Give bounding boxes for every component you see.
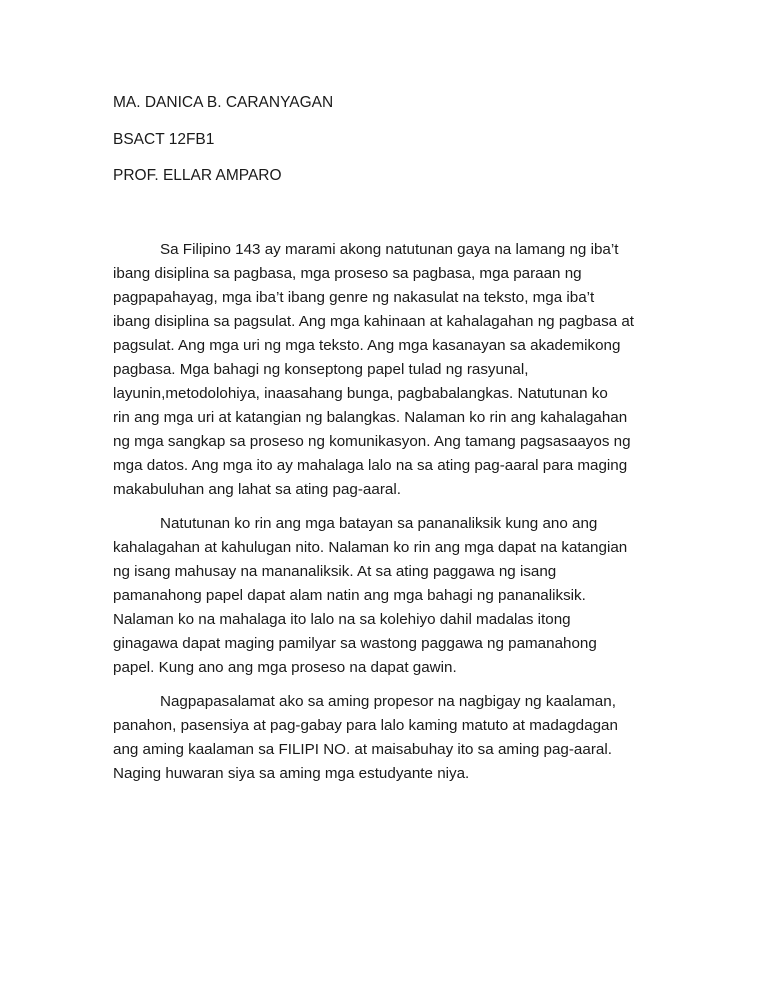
paragraph-3 bbox=[113, 690, 658, 786]
paragraph-2 bbox=[113, 512, 658, 680]
paragraph-line: ng isang mahusay na mananaliksik. At sa ating paggawa ng isang bbox=[113, 563, 557, 580]
paragraph-line: Naging huwaran siya sa aming mga estudyante niya. bbox=[113, 765, 470, 782]
paragraph-line: Nagpapasalamat ako sa aming propesor na nagbigay ng kaalaman, bbox=[160, 693, 616, 710]
paragraph-line: ng mga sangkap sa proseso ng komunikasyon. Ang tamang pagsasaayos ng bbox=[113, 433, 631, 450]
paragraph-line: ang aming kaalaman sa FILIPI NO. at maisabuhay ito sa aming pag-aaral. bbox=[113, 741, 612, 758]
paragraph-line: pagbasa. Mga bahagi ng konseptong papel tulad ng rasyunal, bbox=[113, 361, 529, 378]
paragraph-line: kahalagahan at kahulugan nito. Nalaman ko rin ang mga dapat na katangian bbox=[113, 539, 628, 556]
paragraph-line: ibang disiplina sa pagsulat. Ang mga kahinaan at kahalagahan ng pagbasa at bbox=[113, 313, 634, 330]
paragraph-line: layunin,metodolohiya, inaasahang bunga, pagbabalangkas. Natutunan ko bbox=[113, 385, 608, 402]
course-section: BSACT 12FB1 bbox=[113, 131, 215, 148]
paragraph-line: mga datos. Ang mga ito ay mahalaga lalo na sa ating pag-aaral para maging bbox=[113, 457, 628, 474]
paragraph-line: pagpapahayag, mga iba’t ibang genre ng nakasulat na teksto, mga iba’t bbox=[113, 289, 595, 306]
paragraph-line: pagsulat. Ang mga uri ng mga teksto. Ang mga kasanayan sa akademikong bbox=[113, 337, 621, 354]
paragraph-line: Natutunan ko rin ang mga batayan sa pananaliksik kung ano ang bbox=[160, 515, 598, 532]
paragraph-line: papel. Kung ano ang mga proseso na dapat gawin. bbox=[113, 659, 457, 676]
paragraph-line: Sa Filipino 143 ay marami akong natutunan gaya na lamang ng iba’t bbox=[160, 241, 619, 258]
professor-name: PROF. ELLAR AMPARO bbox=[113, 167, 282, 184]
paragraph-line: makabuluhan ang lahat sa ating pag-aaral. bbox=[113, 481, 401, 498]
essay-body bbox=[113, 238, 658, 786]
paragraph-line: Nalaman ko na mahalaga ito lalo na sa kolehiyo dahil madalas itong bbox=[113, 611, 571, 628]
paragraph-line: panahon, pasensiya at pag-gabay para lalo kaming matuto at madagdagan bbox=[113, 717, 618, 734]
paragraph-line: pamanahong papel dapat alam natin ang mga bahagi ng pananaliksik. bbox=[113, 587, 586, 604]
paragraph-line: ginagawa dapat maging pamilyar sa wastong paggawa ng pamanahong bbox=[113, 635, 597, 652]
paragraph-line: ibang disiplina sa pagbasa, mga proseso sa pagbasa, mga paraan ng bbox=[113, 265, 582, 282]
paragraph-line: rin ang mga uri at katangian ng balangkas. Nalaman ko rin ang kahalagahan bbox=[113, 409, 628, 426]
author-name: MA. DANICA B. CARANYAGAN bbox=[113, 94, 334, 111]
paragraph-1 bbox=[113, 238, 658, 502]
